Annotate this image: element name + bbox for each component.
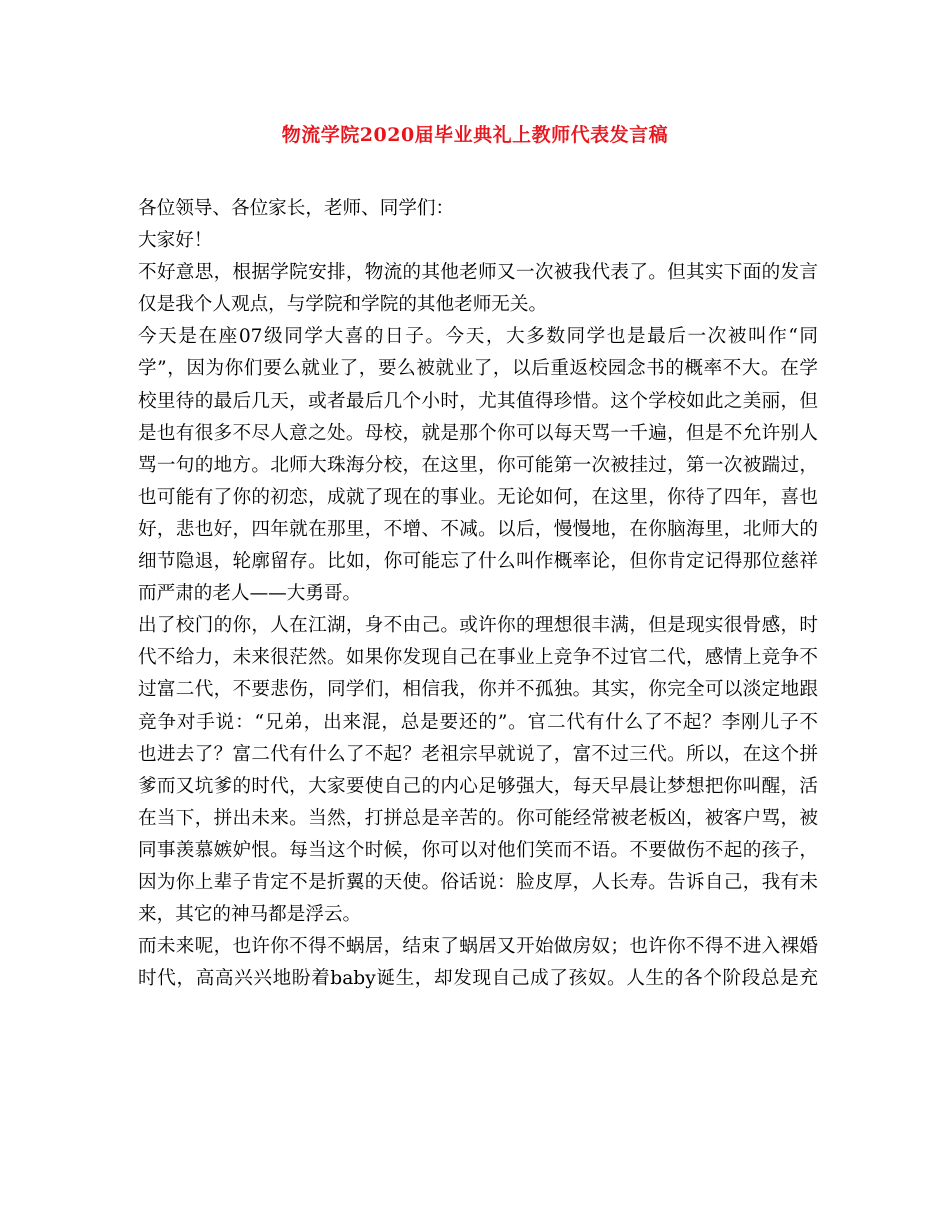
text-line: 是也有很多不尽人意之处。母校，就是那个你可以每天骂一千遍，但是不允许别人 <box>138 422 818 444</box>
text-line: 代不给力，未来很茫然。如果你发现自己在事业上竞争不过官二代，感情上竞争不 <box>138 647 818 669</box>
text-line: 今天是在座07级同学大喜的日子。今天，大多数同学也是最后一次被叫作“同 <box>138 326 818 348</box>
text-line: 时代，高高兴兴地盼着baby诞生，却发现自己成了孩奴。人生的各个阶段总是充 <box>138 968 818 990</box>
text-line: 过富二代，不要悲伤，同学们，相信我，你并不孤独。其实，你完全可以淡定地跟 <box>138 679 818 701</box>
text-line: 校里待的最后几天，或者最后几个小时，尤其值得珍惜。这个学校如此之美丽，但 <box>138 390 818 412</box>
document-body <box>138 193 818 995</box>
text-line: 出了校门的你，人在江湖，身不由己。或许你的理想很丰满，但是现实很骨感，时 <box>138 615 818 637</box>
text-line: 也可能有了你的初恋，成就了现在的事业。无论如何，在这里，你待了四年，喜也 <box>138 486 818 508</box>
document-title: 物流学院2020届毕业典礼上教师代表发言稿 <box>281 124 669 146</box>
text-line: 而严肃的老人——大勇哥。 <box>138 583 362 605</box>
text-line: 细节隐退，轮廓留存。比如，你可能忘了什么叫作概率论，但你肯定记得那位慈祥 <box>138 551 818 573</box>
text-line: 也进去了？富二代有什么了不起？老祖宗早就说了，富不过三代。所以，在这个拼 <box>138 743 818 765</box>
text-line: 仅是我个人观点，与学院和学院的其他老师无关。 <box>138 294 548 316</box>
text-line: 而未来呢，也许你不得不蜗居，结束了蜗居又开始做房奴；也许你不得不进入裸婚 <box>138 936 818 958</box>
text-line: 竞争对手说：“兄弟，出来混，总是要还的”。官二代有什么了不起？李刚儿子不 <box>138 711 818 733</box>
text-line: 学”，因为你们要么就业了，要么被就业了，以后重返校园念书的概率不大。在学 <box>138 358 818 380</box>
text-line: 大家好！ <box>138 230 213 252</box>
text-line: 来，其它的神马都是浮云。 <box>138 904 362 926</box>
text-line: 爹而又坑爹的时代，大家要使自己的内心足够强大，每天早晨让梦想把你叫醒，活 <box>138 775 818 797</box>
text-line: 因为你上辈子肯定不是折翼的天使。俗话说：脸皮厚，人长寿。告诉自己，我有未 <box>138 871 818 893</box>
text-line: 不好意思，根据学院安排，物流的其他老师又一次被我代表了。但其实下面的发言 <box>138 262 818 284</box>
text-line: 各位领导、各位家长，老师、同学们： <box>138 198 455 219</box>
text-line: 骂一句的地方。北师大珠海分校，在这里，你可能第一次被挂过，第一次被踹过， <box>138 454 818 476</box>
text-line: 同事羡慕嫉妒恨。每当这个时候，你可以对他们笑而不语。不要做伤不起的孩子， <box>138 839 818 861</box>
text-line: 好，悲也好，四年就在那里，不增、不减。以后，慢慢地，在你脑海里，北师大的 <box>138 518 818 540</box>
text-line: 在当下，拼出未来。当然，打拼总是辛苦的。你可能经常被老板凶，被客户骂，被 <box>138 807 818 829</box>
